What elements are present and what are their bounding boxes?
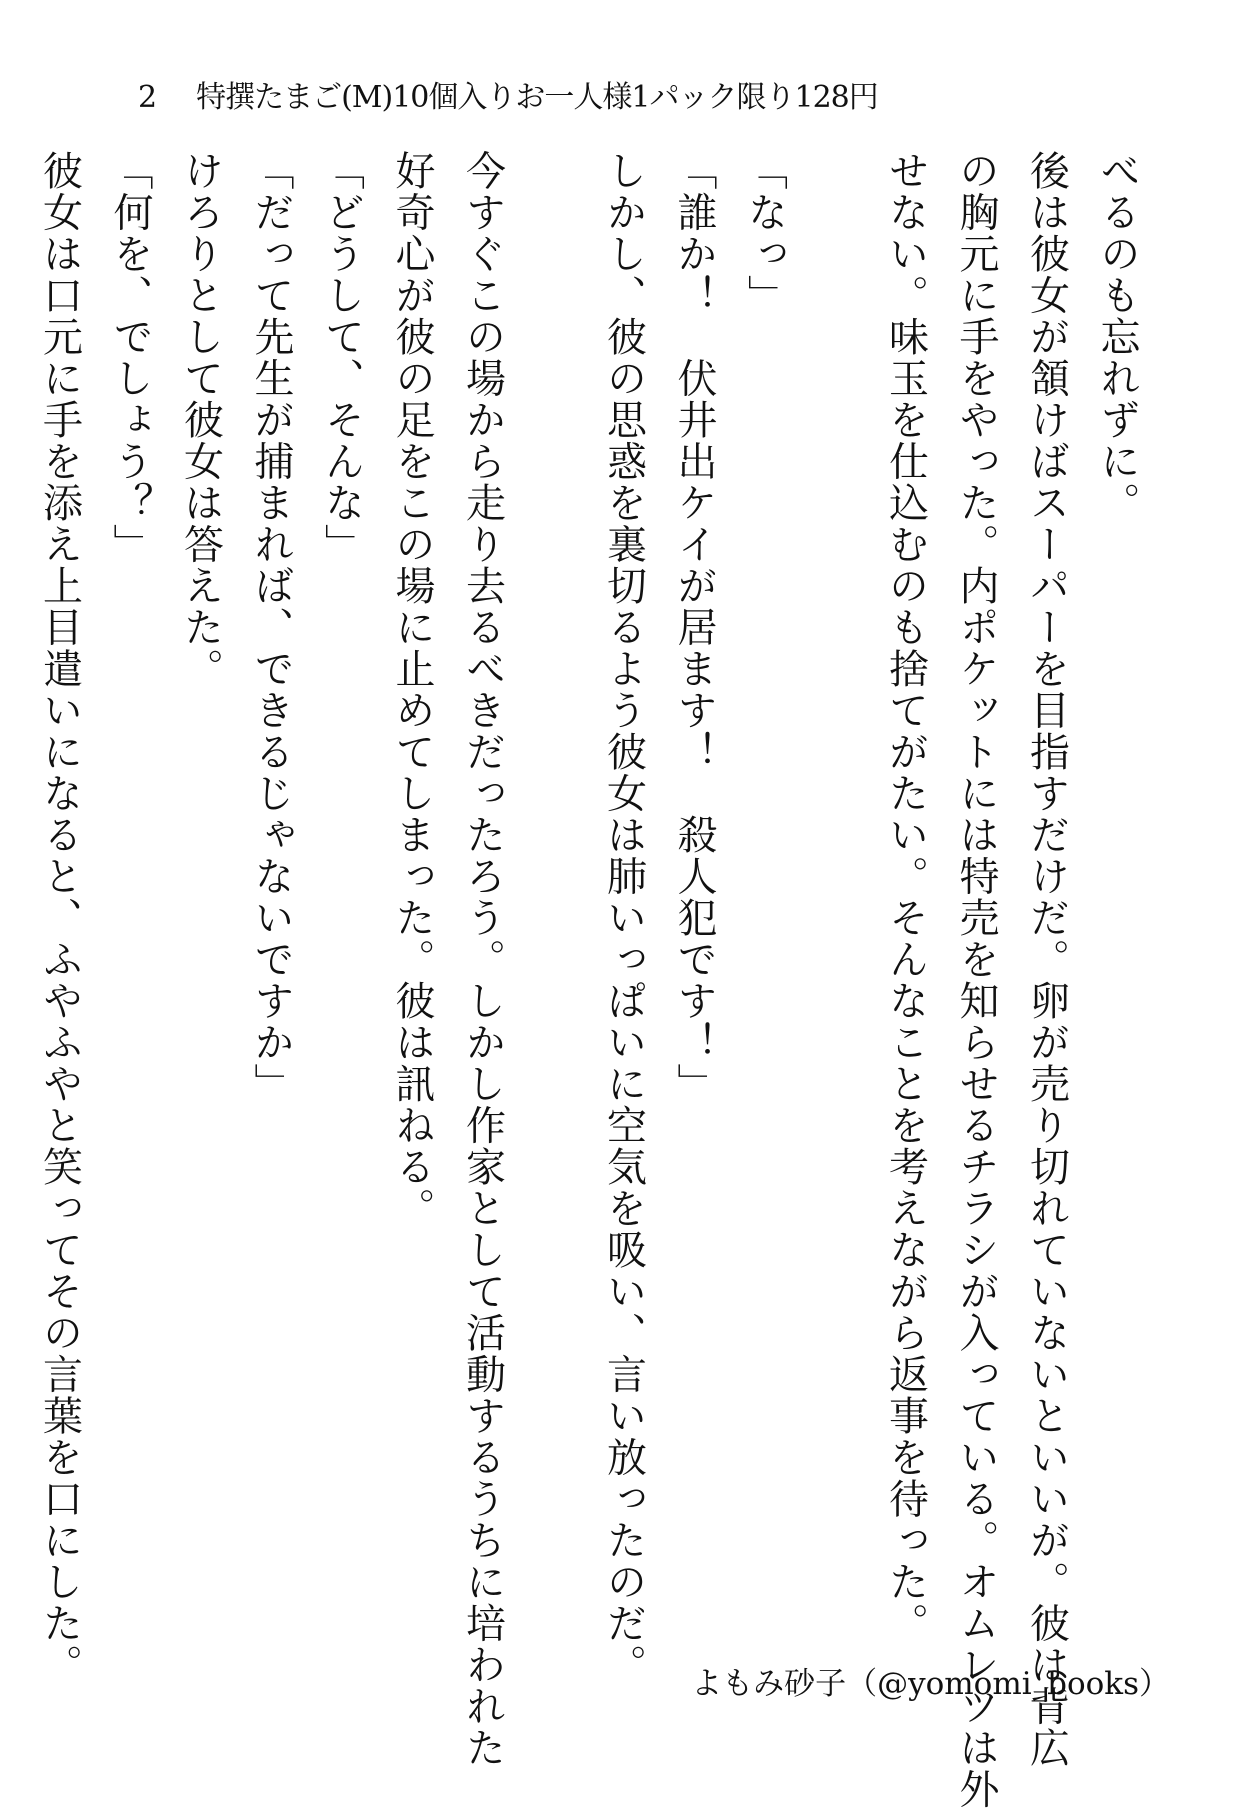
text-line: 「何を、でしょう？」 xyxy=(107,150,153,565)
text-line: 好奇心が彼の足をこの場に止めてしまった。彼は訊ねる。 xyxy=(389,150,435,1229)
text-line: 今すぐこの場から走り去るべきだったろう。しかし作家として活動するうちに培われた xyxy=(459,150,506,1769)
author-credit: よもみ砂子（@yomomi_books） xyxy=(691,1666,1170,1702)
blank-line xyxy=(800,150,871,1590)
page-title: 特撰たまご(M)10個入りお一人様1パック限り128円 xyxy=(196,80,878,115)
text-line: 「だって先生が捕まれば、できるじゃないですか」 xyxy=(248,150,294,1105)
text-line: けろりとして彼女は答えた。 xyxy=(177,150,224,690)
page-number: 2 xyxy=(138,80,157,115)
text-line: べるのも忘れずに。 xyxy=(1094,150,1140,524)
text-line: 「なっ」 xyxy=(741,150,788,316)
text-line: 彼女は口元に手を添え上目遣いになると、ふやふやと笑ってその言葉を口にした。 xyxy=(36,150,83,1686)
page-header xyxy=(138,72,878,116)
text-line: 「どうして、そんな」 xyxy=(318,150,365,565)
text-line: 後は彼女が頷けばスーパーを目指すだけだ。卵が売り切れていないといいが。彼は背広 xyxy=(1023,150,1070,1769)
text-line: せない。味玉を仕込むのも捨てがたい。そんなことを考えながら返事を待った。 xyxy=(882,150,929,1644)
text-line: の胸元に手をやった。内ポケットには特売を知らせるチラシが入っている。オムレツは外 xyxy=(953,150,999,1810)
blank-line xyxy=(518,150,589,1590)
text-line: 「誰か！ 伏井出ケイが居ます！ 殺人犯です！」 xyxy=(671,150,717,1105)
text-line: しかし、彼の思惑を裏切るよう彼女は肺いっぱいに空気を吸い、言い放ったのだ。 xyxy=(600,150,647,1686)
